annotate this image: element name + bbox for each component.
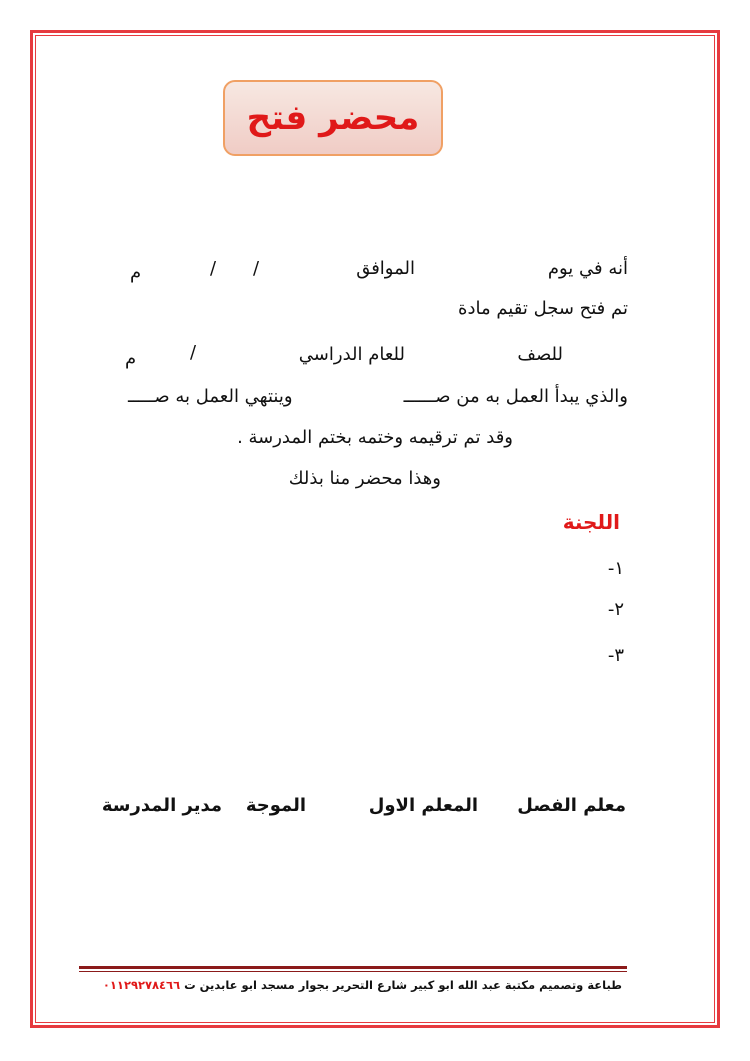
committee-heading: اللجنة	[562, 510, 620, 534]
register-subject-line: تم فتح سجل تقيم مادة	[458, 298, 628, 319]
committee-item-3: ٣-	[607, 645, 624, 666]
academic-year-label: للعام الدراسي	[298, 344, 405, 365]
year-suffix-m: م	[125, 348, 137, 369]
page-title: محضر فتح	[246, 98, 420, 138]
footer-credit	[103, 978, 622, 992]
stamp-line: وقد تم ترقيمه وختمه بختم المدرسة .	[237, 427, 513, 448]
title-box	[223, 80, 443, 156]
corresponding-date-label: الموافق	[356, 258, 415, 279]
date-slash-2: /	[210, 258, 217, 279]
closing-line: وهذا محضر منا بذلك	[288, 468, 441, 489]
grade-label: للصف	[517, 344, 563, 365]
committee-item-2: ٢-	[607, 599, 624, 620]
footer-rule-thick	[79, 966, 627, 969]
date-suffix-m: م	[130, 262, 142, 283]
year-slash: /	[190, 342, 197, 363]
signature-principal: مدير المدرسة	[101, 795, 222, 816]
signature-class-teacher: معلم الفصل	[517, 795, 626, 816]
footer-text: طباعة وتصميم مكتبة عبد الله ابو كبير شارع التحرير بجوار مسجد ابو عابدين ت	[184, 978, 622, 992]
end-page-line: وينتهي العمل به صـــــ	[128, 386, 293, 407]
signature-supervisor: الموجة	[245, 795, 306, 816]
day-label: أنه في يوم	[547, 258, 628, 279]
date-slash-1: /	[253, 258, 260, 279]
start-page-line: والذي يبدأ العمل به من صــــــ	[403, 386, 628, 407]
signature-senior-teacher: المعلم الاول	[368, 795, 478, 816]
footer-rule-thin	[79, 971, 627, 972]
footer-phone: ٠١١٢٩٢٧٨٤٦٦	[102, 978, 181, 992]
committee-item-1: ١-	[607, 558, 624, 579]
